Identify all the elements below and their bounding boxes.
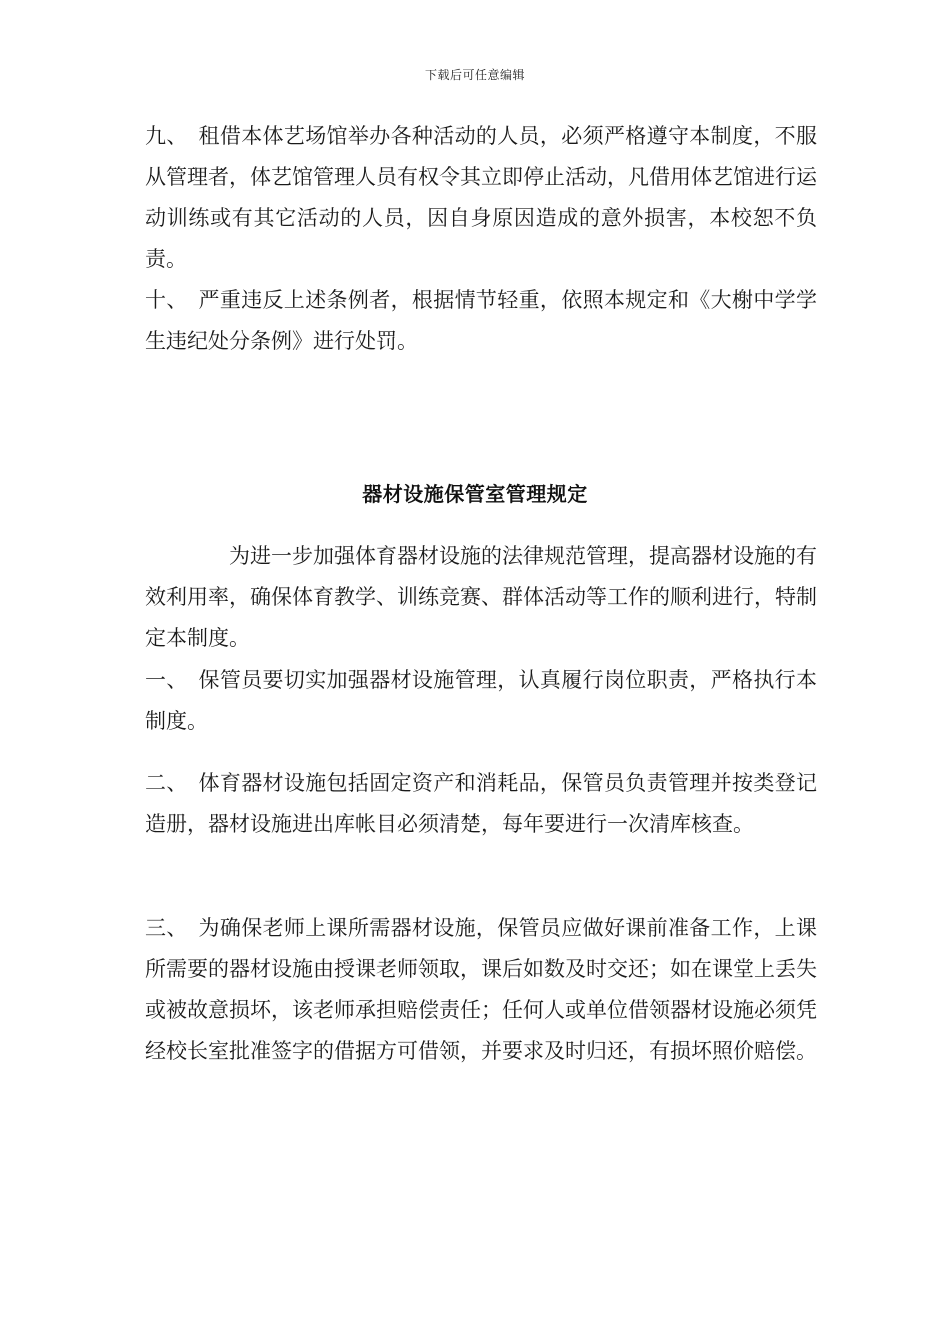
section-title: 器材设施保管室管理规定 — [362, 482, 588, 506]
rule-2: 二、 体育器材设施包括固定资产和消耗品，保管员负责管理并按类登记造册，器材设施进出库帐目必须清楚，每年要进行一次清库核查。 — [145, 771, 817, 836]
clause-9: 九、 租借本体艺场馆举办各种活动的人员，必须严格遵守本制度，不服从管理者，体艺馆管理人员有权令其立即停止活动，凡借用体艺馆进行运动训练或有其它活动的人员，因自身原因造成的意外损害，本校恕不负责。 — [145, 124, 817, 271]
rule-3: 三、 为确保老师上课所需器材设施，保管员应做好课前准备工作，上课所需要的器材设施由授课老师领取，课后如数及时交还；如在课堂上丢失或被故意损坏，该老师承担赔偿责任；任何人或单位借领器材设施必须凭经校长室批准签字的借据方可借领，并要求及时归还，有损坏照价赔偿。 — [145, 916, 817, 1063]
page-header-note: 下载后可任意编辑 — [424, 68, 525, 82]
rule-1: 一、 保管员要切实加强器材设施管理，认真履行岗位职责，严格执行本制度。 — [145, 668, 817, 733]
section-intro: 为进一步加强体育器材设施的法律规范管理，提高器材设施的有效利用率，确保体育教学、训练竞赛、群体活动等工作的顺利进行，特制定本制度。 — [145, 544, 817, 650]
clause-10: 十、 严重违反上述条例者，根据情节轻重，依照本规定和《大榭中学学生违纪处分条例》进行处罚。 — [145, 288, 817, 353]
